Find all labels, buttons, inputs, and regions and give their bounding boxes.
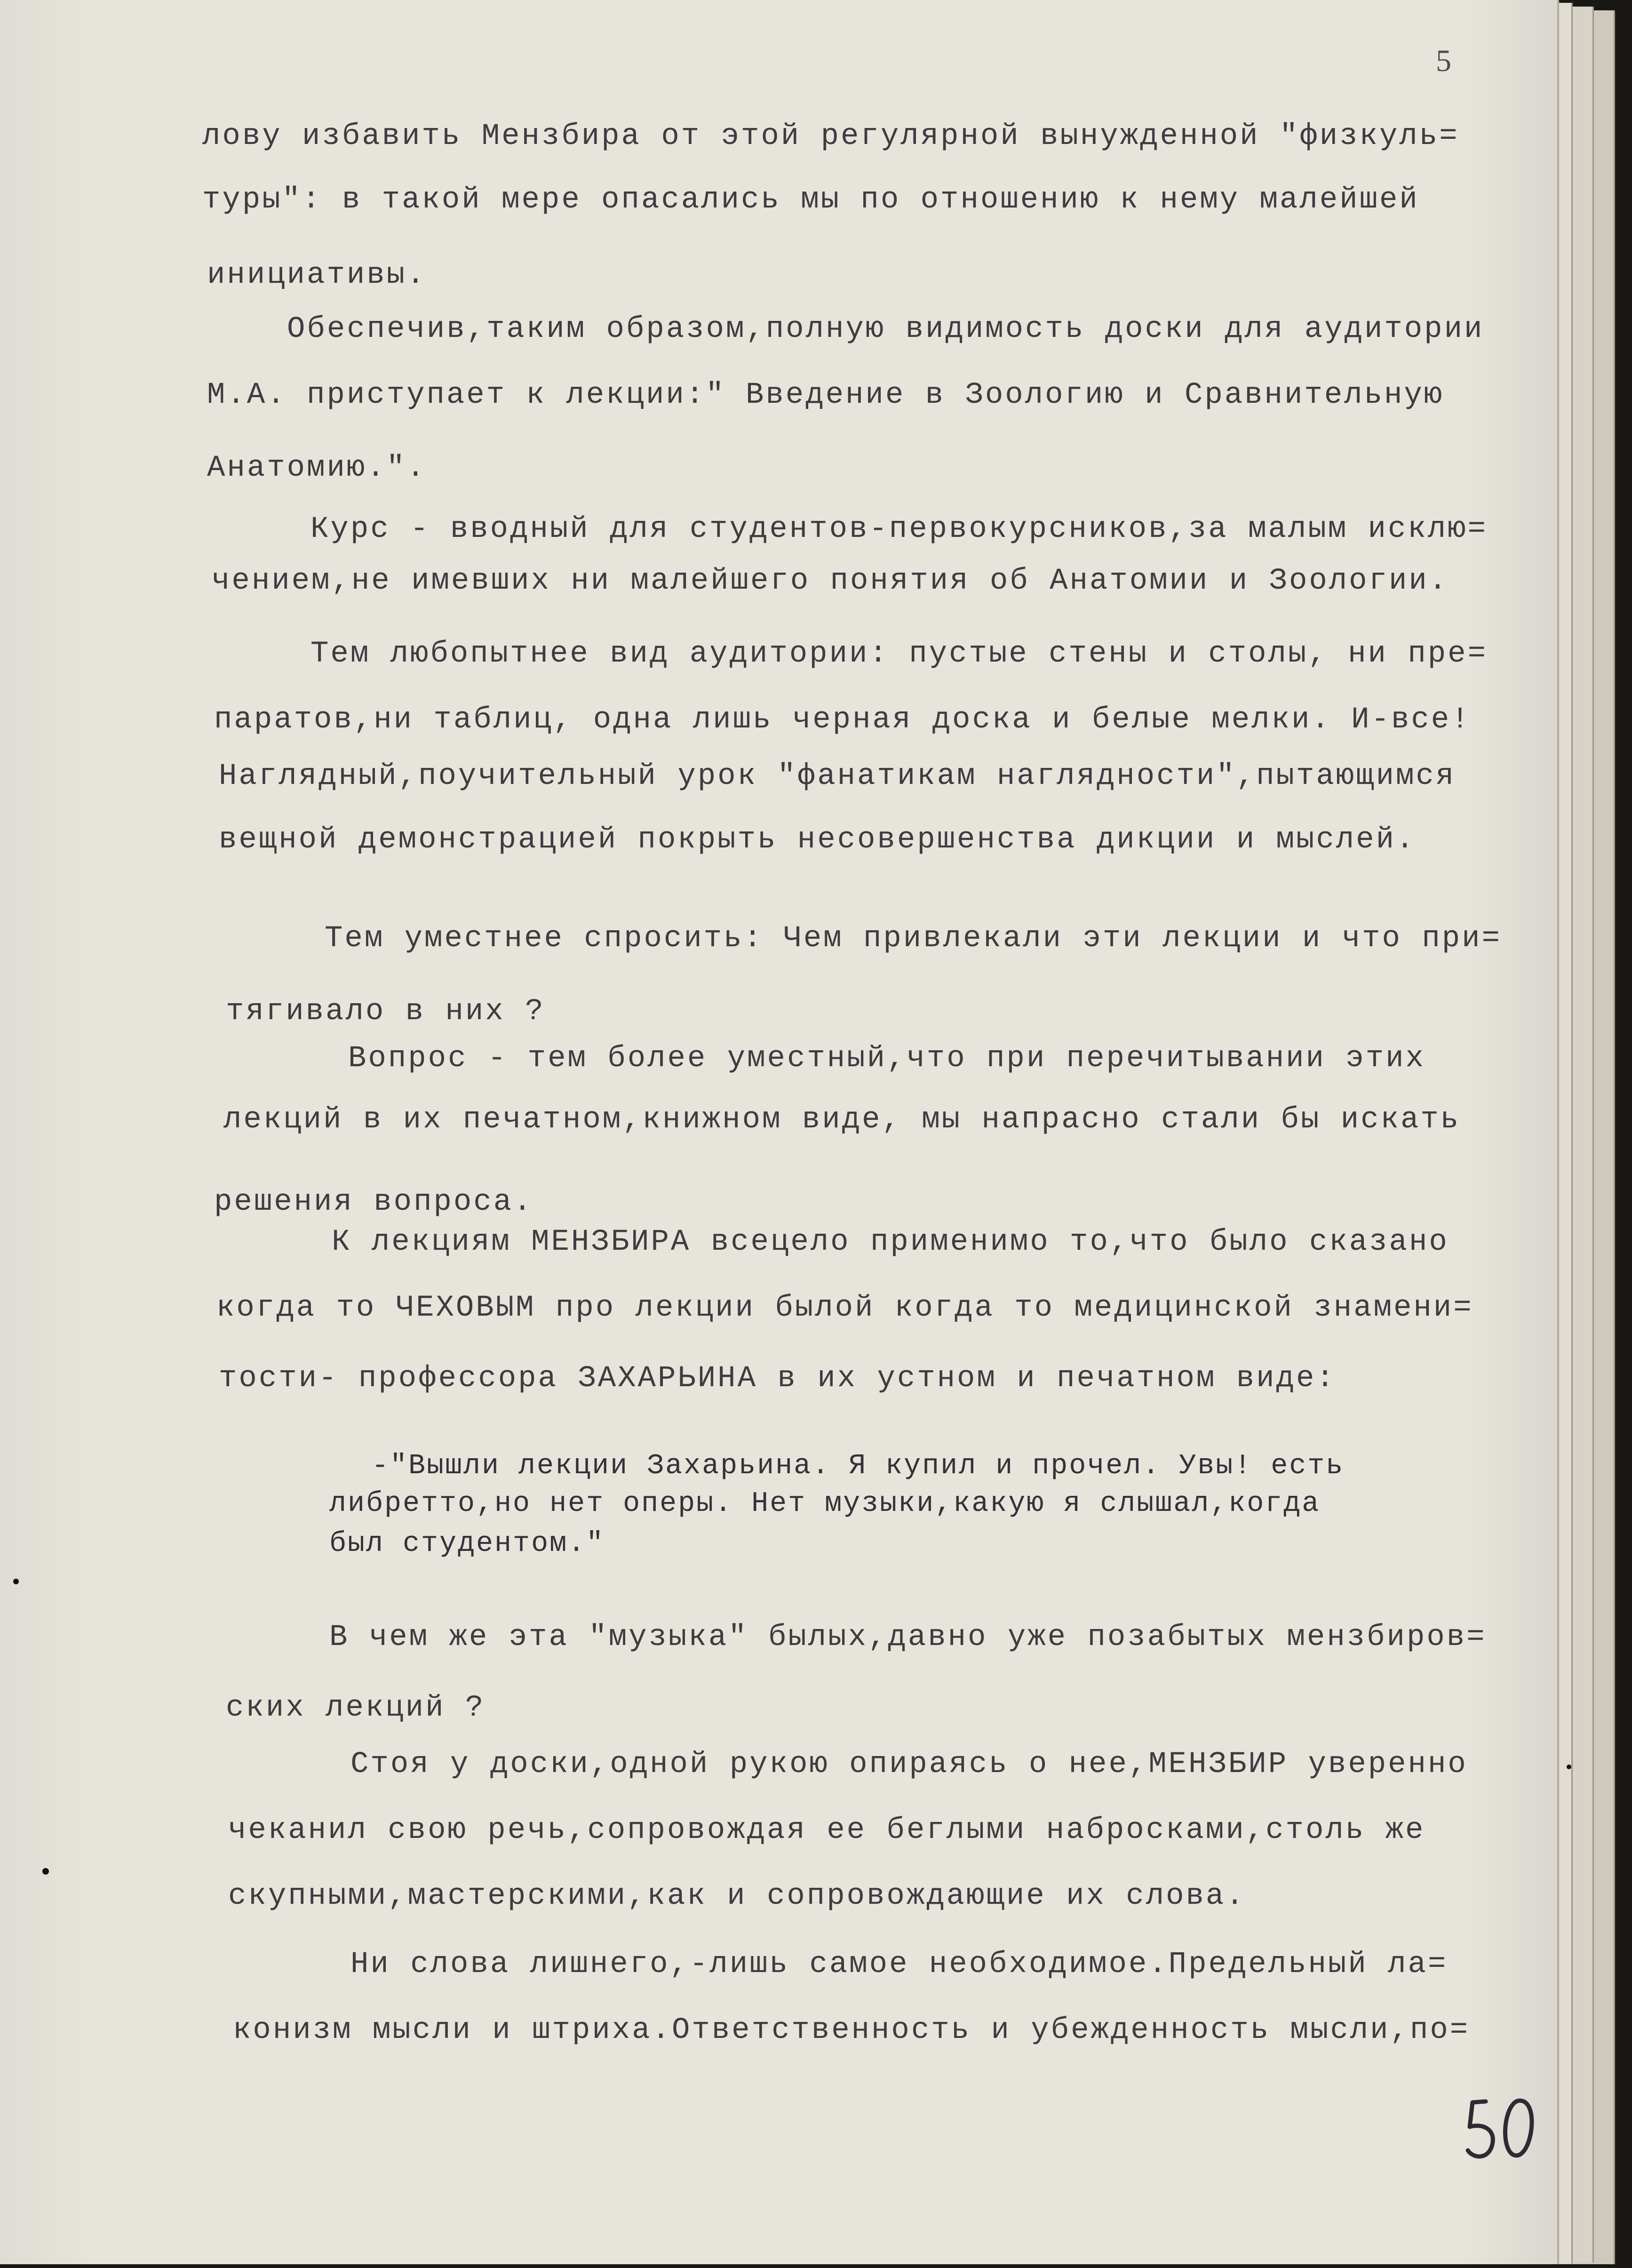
text-line: паратов,ни таблиц, одна лишь черная доска и белые мелки. И-все!: [214, 703, 1471, 737]
text-line: инициативы.: [207, 258, 427, 292]
quote-line: был студентом.": [329, 1528, 605, 1560]
text-line: чеканил свою речь,сопровождая ее беглыми набросками,столь же: [228, 1813, 1425, 1847]
text-line: Стоя у доски,одной рукою опираясь о нее,МЕНЗБИР уверенно: [350, 1748, 1468, 1781]
text-line: когда то ЧЕХОВЫМ про лекции былой когда то медицинской знамени=: [216, 1291, 1473, 1325]
text-line: тости- профессора ЗАХАРЬИНА в их устном и печатном виде:: [219, 1362, 1336, 1396]
text-line: Анатомию.".: [207, 451, 427, 485]
text-line: вещной демонстрацией покрыть несовершенства дикции и мыслей.: [219, 823, 1416, 857]
text-line: скупными,мастерскими,как и сопровождающие их слова.: [228, 1879, 1246, 1913]
text-line: Курс - вводный для студентов-первокурсников,за малым исклю=: [310, 512, 1488, 546]
text-line: ских лекций ?: [226, 1691, 486, 1725]
text-line: лову избавить Мензбира от этой регулярной вынужденной "физкуль=: [202, 120, 1459, 153]
text-line: Наглядный,поучительный урок "фанатикам наглядности",пытающимся: [219, 759, 1456, 793]
archive-number-handwritten: [1463, 2094, 1548, 2164]
paper-speck: [1567, 1765, 1571, 1769]
text-line: лекций в их печатном,книжном виде, мы напрасно стали бы искать: [223, 1103, 1461, 1137]
text-line: туры": в такой мере опасались мы по отношению к нему малейшей: [202, 183, 1419, 217]
quote-line: либретто,но нет оперы. Нет музыки,какую я слышал,когда: [329, 1488, 1321, 1520]
text-line: В чем же эта "музыка" былых,давно уже позабытых мензбиров=: [329, 1621, 1487, 1654]
paper-speck: [42, 1868, 49, 1875]
text-line: Вопрос - тем более уместный,что при перечитывании этих: [348, 1042, 1425, 1076]
quote-line: -"Вышли лекции Захарьина. Я купил и прочел. Увы! есть: [372, 1450, 1345, 1482]
text-line: М.А. приступает к лекции:" Введение в Зоологию и Сравнительную: [207, 378, 1444, 412]
text-line: конизм мысли и штриха.Ответственность и убежденность мысли,по=: [233, 2013, 1470, 2047]
text-line: Тем уместнее спросить: Чем привлекали эти лекции и что при=: [325, 922, 1502, 956]
paper-speck: [13, 1579, 19, 1584]
text-line: Ни слова лишнего,-лишь самое необходимое.Предельный ла=: [350, 1948, 1448, 1981]
text-line: Обеспечив,таким образом,полную видимость доски для аудитории: [287, 312, 1484, 346]
text-line: тягивало в них ?: [226, 995, 545, 1029]
text-line: решения вопроса.: [214, 1185, 533, 1219]
text-line: Тем любопытнее вид аудитории: пустые стены и столы, ни пре=: [310, 637, 1488, 671]
text-line: чением,не имевших ни малейшего понятия об Анатомии и Зоологии.: [212, 564, 1449, 598]
text-line: К лекциям МЕНЗБИРА всецело применимо то,что было сказано: [332, 1225, 1449, 1259]
page-number: 5: [1436, 44, 1451, 78]
